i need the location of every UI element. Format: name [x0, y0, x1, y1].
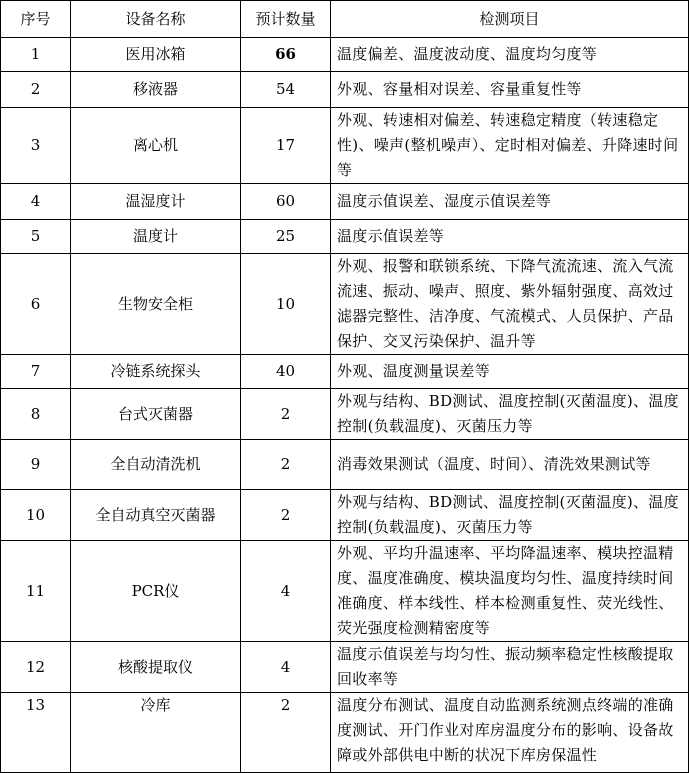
row-number: 1: [1, 38, 71, 72]
table-row: [1, 490, 689, 541]
quantity: 60: [241, 184, 331, 220]
table-row: [1, 693, 689, 773]
quantity: 54: [241, 72, 331, 108]
header-no: 序号: [1, 1, 71, 38]
row-number: 7: [1, 355, 71, 389]
table-row: [1, 72, 689, 108]
test-items: 温度示值误差与均匀性、振动频率稳定性核酸提取回收率等: [331, 642, 689, 693]
table-row: [1, 355, 689, 389]
test-items: 温度分布测试、温度自动监测系统测点终端的准确度测试、开门作业对库房温度分布的影响、设备故障或外部供电中断的状况下库房保温性: [331, 693, 689, 773]
test-items: 外观与结构、BD测试、温度控制(灭菌温度)、温度控制(负载温度)、灭菌压力等: [331, 490, 689, 541]
row-number: 2: [1, 72, 71, 108]
row-number: 6: [1, 254, 71, 355]
table-row: [1, 389, 689, 440]
test-items: 外观、转速相对偏差、转速稳定精度（转速稳定性)、噪声(整机噪声）、定时相对偏差、升降速时间等: [331, 108, 689, 184]
header-qty: 预计数量: [241, 1, 331, 38]
device-name: 核酸提取仪: [71, 642, 241, 693]
device-name: 移液器: [71, 72, 241, 108]
device-name: PCR仪: [71, 541, 241, 642]
table-row: [1, 642, 689, 693]
row-number: 11: [1, 541, 71, 642]
table-row: [1, 220, 689, 254]
table-row: [1, 108, 689, 184]
quantity: 2: [241, 490, 331, 541]
row-number: 13: [1, 693, 71, 773]
header-name: 设备名称: [71, 1, 241, 38]
table-row: [1, 254, 689, 355]
quantity: 4: [241, 642, 331, 693]
test-items: 外观、温度测量误差等: [331, 355, 689, 389]
device-name: 温湿度计: [71, 184, 241, 220]
row-number: 9: [1, 440, 71, 490]
table-row: [1, 38, 689, 72]
row-number: 5: [1, 220, 71, 254]
quantity: 2: [241, 389, 331, 440]
quantity: 10: [241, 254, 331, 355]
row-number: 4: [1, 184, 71, 220]
device-name: 医用冰箱: [71, 38, 241, 72]
test-items: 外观、报警和联锁系统、下降气流流速、流入气流流速、振动、噪声、照度、紫外辐射强度、高效过滤器完整性、洁净度、气流模式、人员保护、产品保护、交叉污染保护、温升等: [331, 254, 689, 355]
quantity: 17: [241, 108, 331, 184]
row-number: 3: [1, 108, 71, 184]
device-name: 冷库: [71, 693, 241, 773]
quantity: 2: [241, 440, 331, 490]
test-items: 温度示值误差等: [331, 220, 689, 254]
quantity: 40: [241, 355, 331, 389]
header-items: 检测项目: [331, 1, 689, 38]
device-name: 冷链系统探头: [71, 355, 241, 389]
device-name: 全自动真空灭菌器: [71, 490, 241, 541]
row-number: 10: [1, 490, 71, 541]
quantity: 25: [241, 220, 331, 254]
device-name: 离心机: [71, 108, 241, 184]
test-items: 消毒效果测试（温度、时间）、清洗效果测试等: [331, 440, 689, 490]
test-items: 温度偏差、温度波动度、温度均匀度等: [331, 38, 689, 72]
device-name: 生物安全柜: [71, 254, 241, 355]
row-number: 12: [1, 642, 71, 693]
test-items: 温度示值误差、湿度示值误差等: [331, 184, 689, 220]
row-number: 8: [1, 389, 71, 440]
table-row: [1, 184, 689, 220]
device-name: 温度计: [71, 220, 241, 254]
test-items: 外观、容量相对误差、容量重复性等: [331, 72, 689, 108]
test-items: 外观与结构、BD测试、温度控制(灭菌温度)、温度控制(负载温度)、灭菌压力等: [331, 389, 689, 440]
table-row: [1, 541, 689, 642]
device-name: 全自动清洗机: [71, 440, 241, 490]
table-header-row: [1, 1, 689, 38]
table-row: [1, 440, 689, 490]
test-items: 外观、平均升温速率、平均降温速率、模块控温精度、温度准确度、模块温度均匀性、温度持续时间准确度、样本线性、样本检测重复性、荧光线性、荧光强度检测精密度等: [331, 541, 689, 642]
quantity: 2: [241, 693, 331, 773]
quantity: 66: [241, 38, 331, 72]
quantity: 4: [241, 541, 331, 642]
device-name: 台式灭菌器: [71, 389, 241, 440]
